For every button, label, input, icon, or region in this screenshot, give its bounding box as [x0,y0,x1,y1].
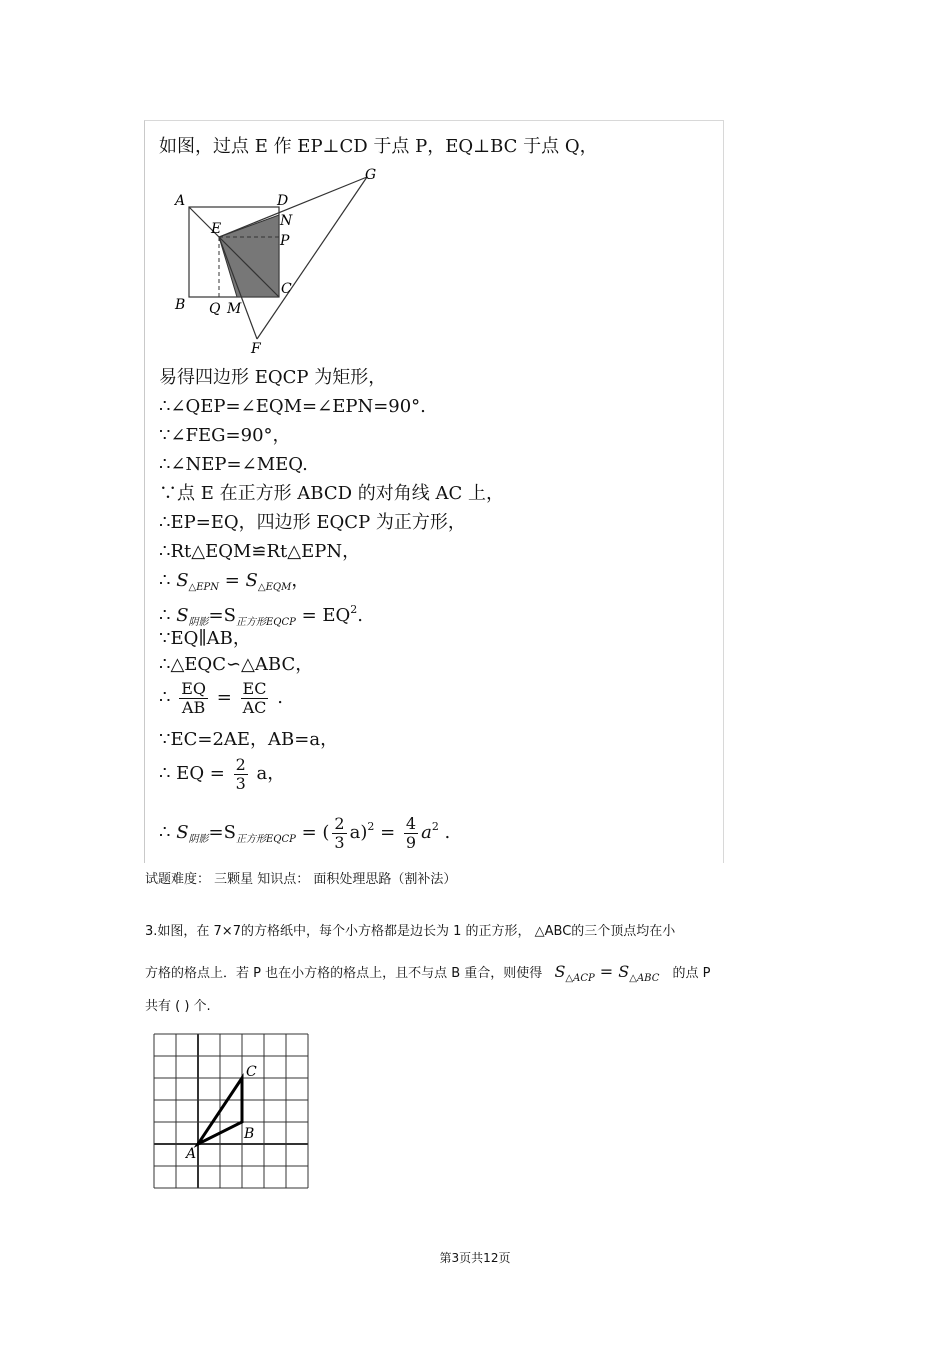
fraction-two-thirds-final: $\frac{2}{3}$ [334,813,345,852]
label-N: N [280,213,293,229]
grid-figure [150,1030,320,1200]
label-G: G [365,167,377,183]
step-7: ∴Rt△EQM≌Rt△EPN， [159,541,361,562]
label-B: B [175,297,186,313]
geometry-figure [167,167,427,357]
solution-intro: 如图，过点 E 作 EP⊥CD 于点 P，EQ⊥BC 于点 Q， [159,136,598,157]
solution-box [144,120,724,863]
label-F: F [251,341,261,357]
step-1: 易得四边形 EQCP 为矩形， [159,367,387,388]
area-formula: $S_{\triangle ACP} = S_{\triangle ABC}$ [554,962,660,984]
step-6: ∴EP=EQ，四边形 EQCP 为正方形， [159,512,466,533]
step-4: ∴∠NEP=∠MEQ. [159,454,308,475]
fraction-four-ninths: $\frac{4}{9}$ [405,813,417,852]
fraction-two-thirds: $\frac{2}{3}$ [235,754,246,793]
step-3: ∵∠FEG=90°， [159,425,291,446]
label-C: C [281,281,292,297]
fraction-ec-ac: $\frac{EC}{AC}$ [242,678,267,717]
step-given: ∵EC=2AE，AB=a， [159,729,339,750]
grid-label-B: B [244,1126,255,1142]
step-5: ∵点 E 在正方形 ABCD 的对角线 AC 上， [159,483,505,504]
step-area-equal: ∴ $S_{\triangle EPN} = S_{\triangle EQM}$， [159,570,310,593]
label-P: P [280,233,290,249]
label-M: M [227,301,242,317]
grid-label-C: C [246,1064,257,1080]
page-footer: 第3页共12页 [439,1251,511,1265]
step-parallel: ∵EQ∥AB， [159,628,251,649]
question-line-3: 共有 ( ) 个. [145,999,211,1014]
step-ratio: ∴ $\frac{EQ}{AB}$ = $\frac{EC}{AC}$ . [159,678,283,717]
step-eq: ∴ EQ = $\frac{2}{3}$ a， [159,754,286,793]
step-final: ∴ $S_{阴影}=S_{正方形EQCP}$ = ( $\frac{2}{3}$ a)$^2$ = $\frac{4}{9}$ $a^2$ . [159,813,451,852]
step-similar: ∴△EQC∽△ABC， [159,654,314,675]
label-E: E [211,221,222,237]
fraction-eq-ab: $\frac{EQ}{AB}$ [181,678,206,717]
question-line-2: 方格的格点上．若 P 也在小方格的格点上，且不与点 B 重合，则使得 $S_{\triangle ACP} = S_{\triangle ABC}$ 的点 P [145,962,711,984]
label-A: A [175,193,186,209]
grid-label-A: A [186,1146,197,1162]
step-2: ∴∠QEP=∠EQM=∠EPN=90°. [159,396,426,417]
label-D: D [277,193,289,209]
difficulty-meta: 试题难度： 三颗星 知识点： 面积处理思路（割补法） [145,872,457,887]
label-Q: Q [209,301,221,317]
step-area-square: ∴ $S_{阴影}=S_{正方形EQCP} = EQ^2$. [159,603,363,628]
question-line-1: 3.如图，在 7×7的方格纸中，每个小方格都是边长为 1 的正方形， △ABC的三个顶点均在小 [145,924,676,939]
